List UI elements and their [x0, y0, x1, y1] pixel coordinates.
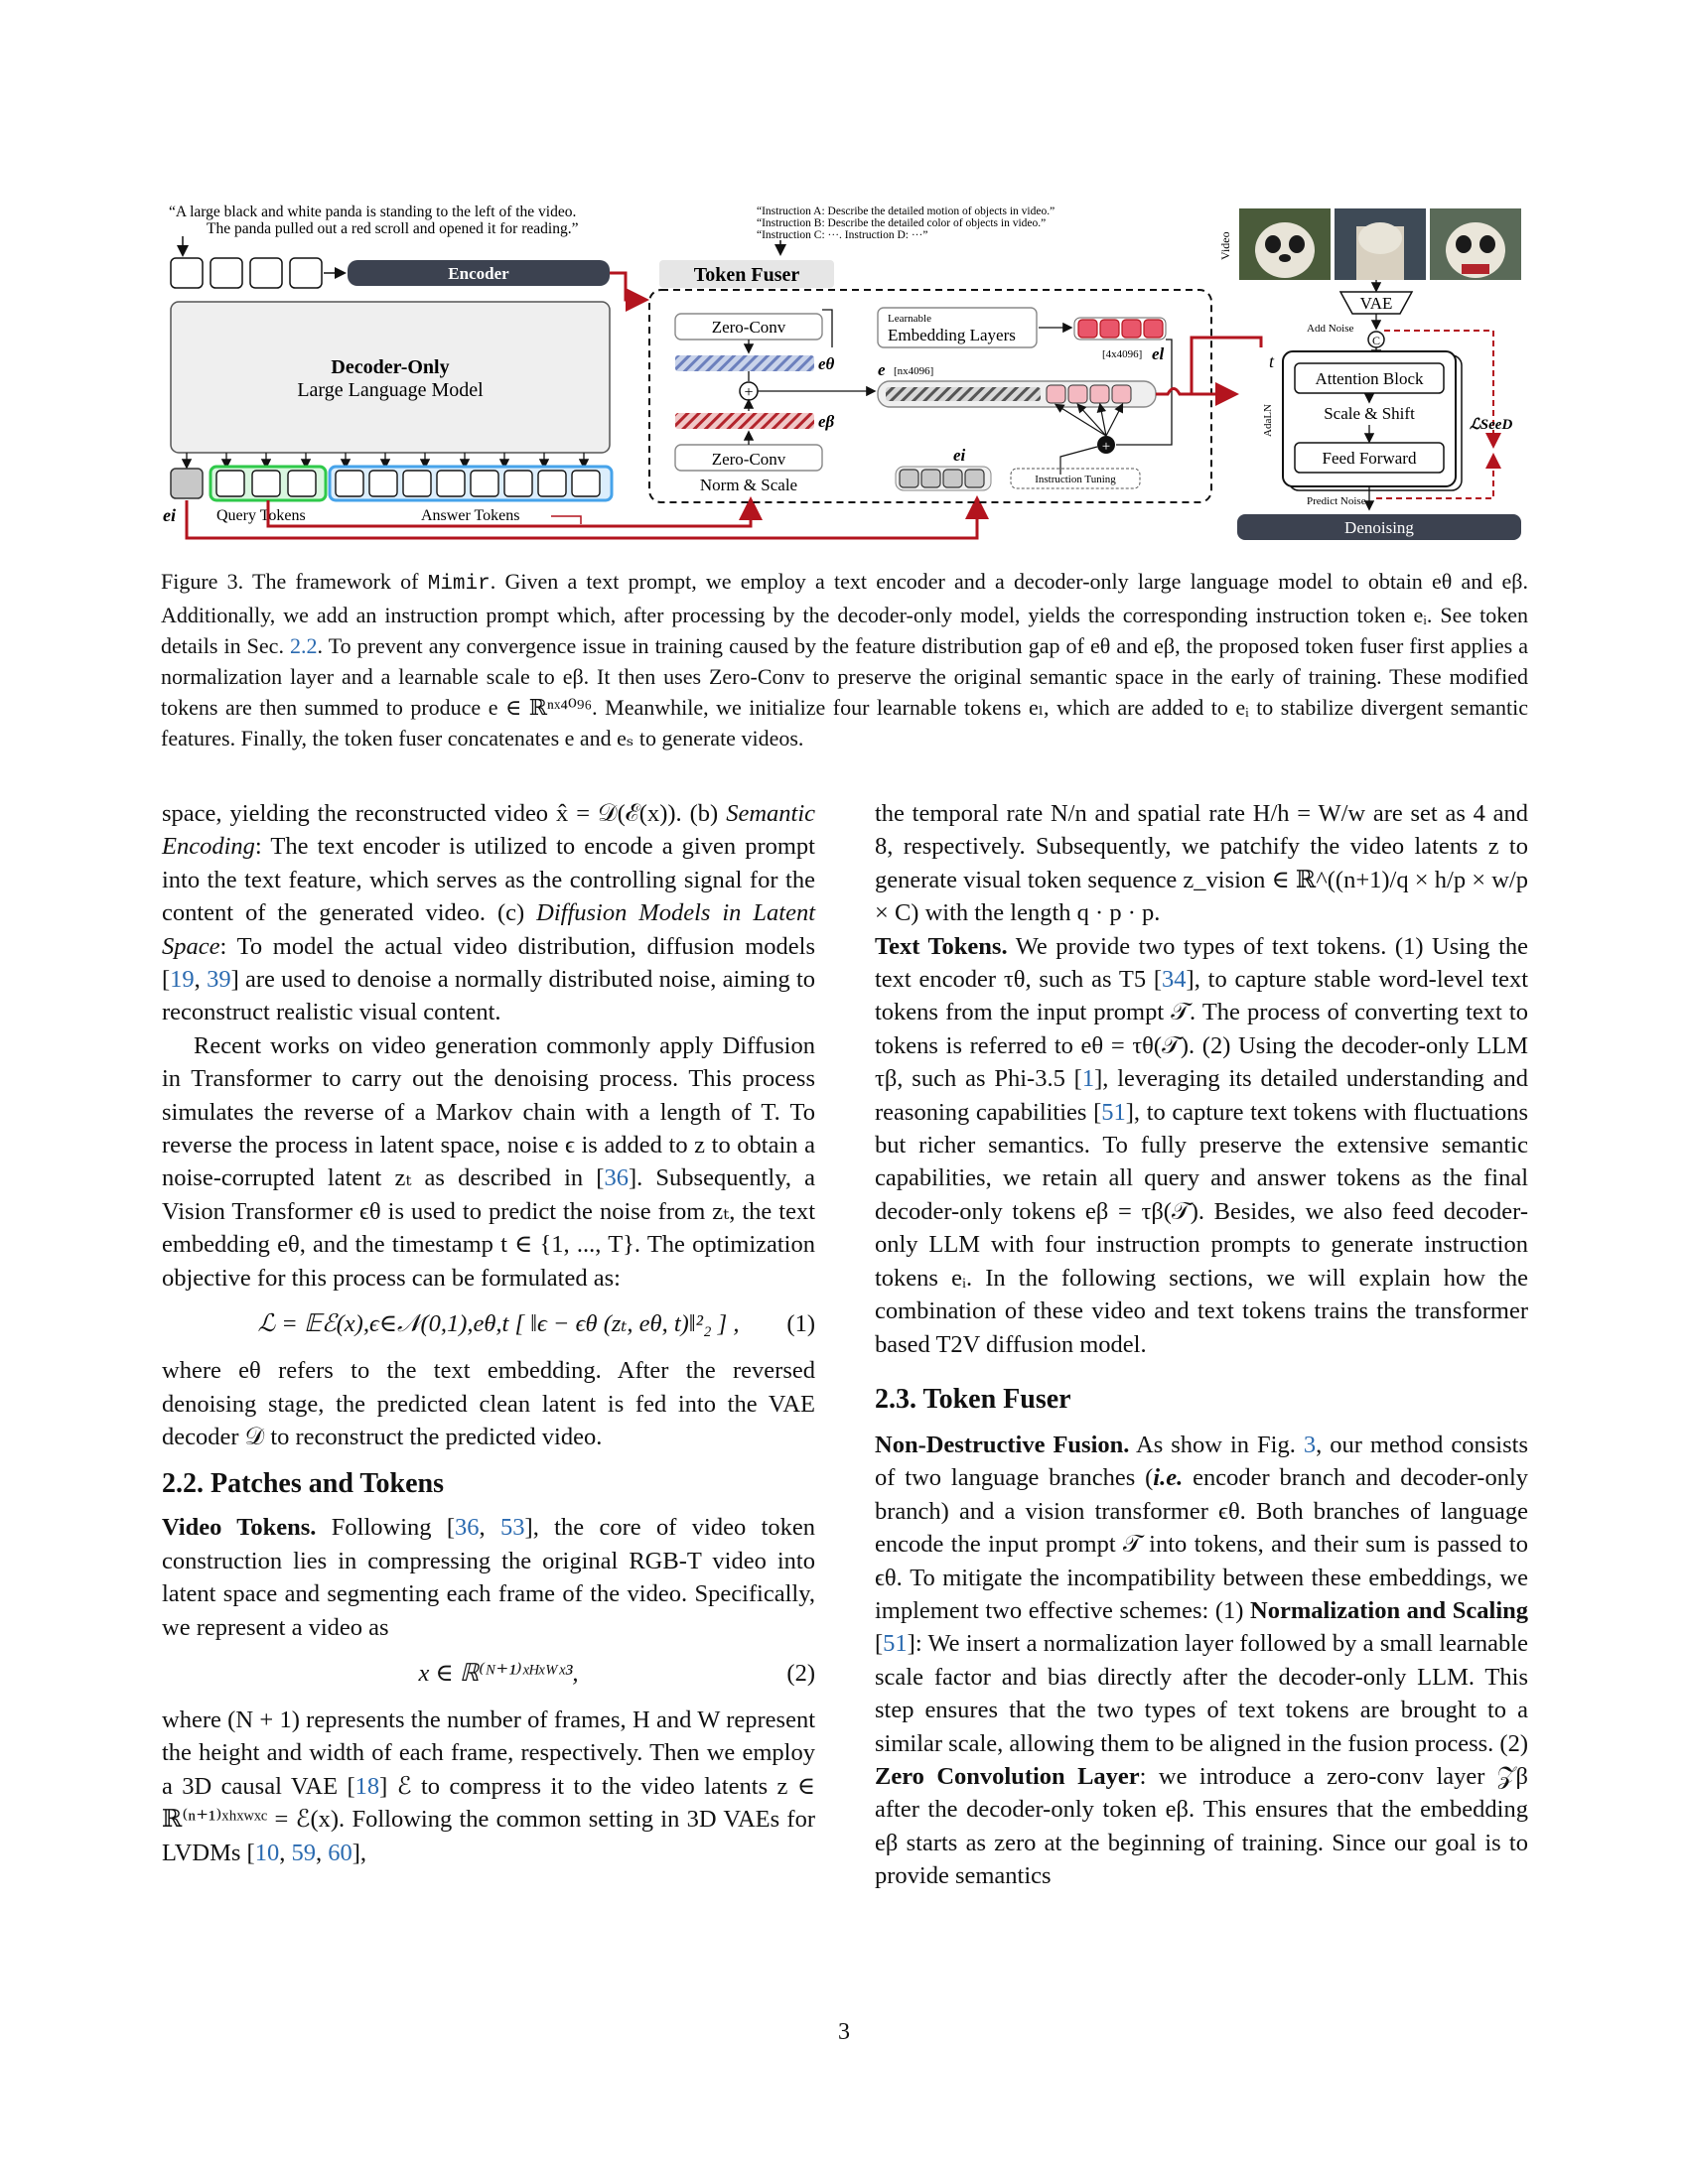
instruction-text-line-2: “Instruction B: Describe the detailed color of objects in video.” — [757, 217, 1047, 229]
left-p1-d: ] are used to denoise a normally distributed noise, aiming to reconstruct realistic visual content. — [162, 966, 816, 1026]
sum-plus: + — [744, 384, 754, 401]
instruction-text-line-3: “Instruction C: ···. Instruction D: ···” — [757, 229, 928, 241]
text-tokens-label: Text Tokens. — [875, 932, 1008, 960]
equation-1-body: ℒ = 𝔼ℰ(x),ϵ∈𝒩(0,1),eθ,t [ ‖ϵ − ϵθ (zₜ, eθ, t)‖²₂ ] , — [257, 1310, 740, 1338]
equation-2-body: x ∈ ℝ⁽ᴺ⁺¹⁾ˣᴴˣᵂˣ³, — [418, 1660, 579, 1688]
citation-51b[interactable]: 51 — [883, 1630, 908, 1658]
equation-1 — [162, 1295, 815, 1354]
zero-conv-bottom-label: Zero-Conv — [711, 450, 786, 469]
right-p3-a: As show in Fig. — [1136, 1431, 1296, 1458]
left-paragraph-4: Video Tokens. Following [36, 53], the core of video token construction lies in compressing the original RGB-T video into latent space and segmenting each frame of the video. Specifically, we represent a video as — [162, 1514, 815, 1641]
left-paragraph-1: space, yielding the reconstructed video x̂ = 𝒟(ℰ(x)). (b) Semantic Encoding: The text encoder is utilized to encode a given prompt into the text feature, which serves as the controlling signal for the content of the generated video. (c) Diffusion Models in Latent Space: To model the actual video distribution, diffusion models [19, 39] are used to denoise a normally distributed noise, aiming to reconstruct realistic visual content. — [162, 800, 816, 1026]
el-label: el — [1152, 344, 1165, 363]
e-theta-bar — [675, 355, 814, 371]
scale-shift-label: Scale & Shift — [1324, 404, 1415, 423]
right-column — [875, 797, 1528, 1893]
output-tokens — [171, 467, 612, 500]
video-tokens-label: Video Tokens. — [162, 1514, 317, 1542]
ei-tokens — [896, 467, 991, 490]
citation-39[interactable]: 39 — [207, 966, 231, 994]
left-p5-a: where (N + 1) represents the number of frames, H and W represent the height and width of each frame, respectively. Then we employ a 3D causal VAE [ — [162, 1706, 815, 1800]
right-p2-b: ], to capture stable word-level text tokens from the input prompt 𝒯. The process of converting text to tokens is referred to eθ = τθ(𝒯). (2) Using the decoder-only LLM τβ, such as Phi-3.5 [ — [875, 966, 1528, 1093]
right-p3-d: [ — [875, 1630, 884, 1658]
video-label: Video — [1218, 231, 1232, 260]
instruction-text-line-1: “Instruction A: Describe the detailed motion of objects in video.” — [757, 205, 1055, 217]
dim-4x4096: [4x4096] — [1102, 348, 1143, 360]
citation-59[interactable]: 59 — [291, 1839, 316, 1866]
normalization-scaling-term: Normalization and Scaling — [1250, 1596, 1528, 1624]
zero-conv-top-label: Zero-Conv — [711, 318, 786, 337]
citation-51[interactable]: 51 — [1101, 1098, 1126, 1126]
combine-plus: + — [1101, 439, 1111, 455]
left-p5-c: ], — [352, 1839, 367, 1866]
right-p3-b: , our method consists of two language branches ( — [875, 1431, 1528, 1492]
ei-bottom-label: ei — [163, 505, 176, 525]
citation-19[interactable]: 19 — [170, 966, 195, 994]
citation-10[interactable]: 10 — [254, 1839, 280, 1866]
right-p3-c: encoder branch and decoder-only branch) and a vision transformer ϵθ. Both branches of language encode the input prompt 𝒯 into tokens, and their sum is passed to ϵθ. To mitigate the incompatibility between these embeddings, we implement two effective schemes: (1) — [875, 1464, 1529, 1624]
instruction-tuning-label: Instruction Tuning — [1035, 474, 1116, 485]
caption-label: Figure 3. — [161, 569, 244, 594]
citation-36b[interactable]: 36 — [455, 1514, 480, 1542]
left-paragraph-5: where (N + 1) represents the number of frames, H and W represent the height and width of each frame, respectively. Then we employ a 3D causal VAE [18] ℰ to compress it to the video latents z ∈ ℝ⁽ⁿ⁺¹⁾ˣʰˣʷˣᶜ = ℰ(x). Following the common setting in 3D VAEs for LVDMs [10, 59, 60], — [162, 1706, 815, 1866]
section-2-3-heading: 2.3. Token Fuser — [875, 1383, 1071, 1415]
e-beta-bar — [675, 413, 814, 429]
equation-1-number: (1) — [786, 1310, 815, 1338]
add-noise-label: Add Noise — [1307, 323, 1354, 335]
input-tokens — [171, 258, 322, 288]
embedding-layers-label: Embedding Layers — [888, 326, 1016, 344]
predict-noise-label: Predict Noise — [1307, 495, 1366, 507]
decoder-subtitle: Large Language Model — [297, 379, 484, 401]
token-fuser-label: Token Fuser — [693, 264, 800, 286]
citation-60[interactable]: 60 — [328, 1839, 352, 1866]
right-p3-f: : we introduce a zero-conv layer 𝒵β after the decoder-only token eβ. This ensures that the embedding eβ starts as zero at the beginning of training. Since our goal is to provide semantics — [875, 1762, 1528, 1890]
right-paragraph-3 — [875, 1429, 1528, 1893]
citation-53[interactable]: 53 — [500, 1514, 525, 1542]
caption-sec-ref[interactable]: 2.2 — [290, 633, 318, 658]
caption-text-1: The framework of — [252, 569, 419, 594]
section-2-2-heading: 2.2. Patches and Tokens — [162, 1468, 444, 1500]
e-label: e — [878, 360, 886, 379]
left-p2-b: ]. Subsequently, a Vision Transformer ϵθ is used to predict the noise from zₜ, the text embedding eθ, and the timestamp t ∈ {1, ..., T}. The optimization objective for this process can be formulated as: — [162, 1164, 815, 1292]
right-p2-c: ], leveraging its detailed understanding and reasoning capabilities [ — [875, 1065, 1528, 1126]
diffusion-latent-term: Diffusion Models in Latent Space — [162, 899, 815, 960]
right-p3-e: ]: We insert a normalization layer followed by a small learnable scale factor and bias directly after the decoder-only LLM. This step ensures that the two types of text tokens are brought to a similar scale, allowing them to be aligned in the fusion process. (2) — [875, 1630, 1528, 1757]
t-label: t — [1269, 351, 1275, 371]
left-paragraph-3: where eθ refers to the text embedding. After the reversed denoising stage, the predicted clean latent is fed into the VAE decoder 𝒟 to reconstruct the predicted video. — [162, 1357, 815, 1450]
non-destructive-fusion-label: Non-Destructive Fusion. — [875, 1431, 1130, 1458]
caption-text-2: . Given a text prompt, we employ a text encoder and a decoder-only large language model to obtain eθ and eβ. Additionally, we add an instruction prompt which, after processing by the decoder-only model, yields the corresponding instruction token eᵢ. See token details in Sec. — [161, 569, 1528, 658]
query-tokens-label: Query Tokens — [216, 507, 306, 524]
right-paragraph-1: the temporal rate N/n and spatial rate H/h = W/w are set as 4 and 8, respectively. Subsequently, we patchify the video latents z to generate visual token sequence z_vision ∈ ℝ^((n+1)/q × h/p × w/p × C) with the length q · p · p. — [875, 800, 1528, 927]
left-p2-a: Recent works on video generation commonly apply Diffusion in Transformer to carry out the denoising process. This process simulates the reverse of a Markov chain with a length of T. To reverse the process in latent space, noise ϵ is added to z to obtain a noise-corrupted latent zₜ as described in [ — [162, 1031, 815, 1192]
left-paragraph-2 — [162, 1029, 815, 1295]
e-theta-label: eθ — [818, 354, 835, 373]
left-p5-b: ] ℰ to compress it to the video latents z ∈ ℝ⁽ⁿ⁺¹⁾ˣʰˣʷˣᶜ = ℰ(x). Following the common setting in 3D VAEs for LVDMs [ — [162, 1772, 815, 1866]
el-tokens — [1074, 318, 1166, 340]
ie-abbrev: i.e. — [1153, 1464, 1184, 1492]
left-p4-b: ], the core of video token construction lies in compressing the original RGB-T video into latent space and segmenting each frame of the video. Specifically, we represent a video as — [162, 1514, 815, 1641]
figure-3-ref[interactable]: 3 — [1303, 1431, 1317, 1458]
caption-mimir: Mimir — [427, 573, 491, 596]
right-paragraph-2 — [875, 930, 1528, 1361]
adaln-label: AdaLN — [1262, 404, 1274, 437]
left-column — [162, 797, 815, 1869]
citation-36[interactable]: 36 — [604, 1164, 629, 1192]
e-gray-bar — [886, 387, 1041, 401]
framework-figure — [159, 199, 1529, 556]
citation-34[interactable]: 34 — [1162, 966, 1187, 994]
right-p2-a: We provide two types of text tokens. (1) Using the text encoder τθ, such as T5 [ — [875, 932, 1529, 994]
left-p4-a: Following [ — [331, 1514, 456, 1542]
right-p2-d: ], to capture text tokens with fluctuations but richer semantics. To fully preserve the extensive semantic capabilities, we retain all query and answer tokens as the final decoder-only tokens eβ = τβ(𝒯). Besides, we also feed decoder-only LLM with four instruction prompts to generate instruction tokens eᵢ. In the following sections, we will explain how the combination of these video and text tokens trains the transformer based T2V diffusion model. — [875, 1098, 1528, 1358]
left-p1-c: : To model the actual video distribution, diffusion models [ — [162, 932, 815, 994]
vae-label: VAE — [1359, 294, 1393, 313]
feed-forward-label: Feed Forward — [1322, 449, 1417, 468]
concat-c: C — [1371, 334, 1381, 347]
e-beta-label: eβ — [818, 412, 835, 431]
encoder-label: Encoder — [448, 264, 509, 283]
equation-2-number: (2) — [786, 1660, 815, 1688]
left-p1-a: space, yielding the reconstructed video x̂ = 𝒟(ℰ(x)). (b) — [162, 800, 719, 827]
decoder-title: Decoder-Only — [331, 356, 450, 378]
ei-fuser-label: ei — [953, 446, 966, 465]
equation-2 — [162, 1644, 815, 1704]
attention-block-label: Attention Block — [1315, 369, 1424, 388]
caption-text-3: . To prevent any convergence issue in training caused by the feature distribution gap of eθ and eβ, the proposed token fuser first applies a normalization layer and a learnable scale to eβ. It then uses Zero-Conv to preserve the original semantic space in the early of training. These modified tokens are then summed to produce e ∈ ℝⁿˣ⁴⁰⁹⁶. Meanwhile, we initialize four learnable tokens eₗ, which are added to eᵢ to stabilize divergent semantic features. Finally, the token fuser concatenates e and eₛ to generate videos. — [161, 633, 1529, 751]
video-frames — [1239, 208, 1521, 280]
figure-caption — [161, 566, 1528, 753]
page-number: 3 — [838, 2019, 850, 2045]
answer-tokens-label: Answer Tokens — [421, 507, 520, 524]
prompt-text-line-2: The panda pulled out a red scroll and opened it for reading.” — [207, 220, 579, 237]
norm-scale-label: Norm & Scale — [699, 476, 798, 494]
loss-label: ℒSeeD — [1470, 417, 1513, 433]
prompt-text-line-1: “A large black and white panda is standing to the left of the video. — [169, 204, 577, 220]
denoising-label: Denoising — [1344, 518, 1414, 537]
learnable-label: Learnable — [888, 313, 931, 325]
citation-18[interactable]: 18 — [354, 1772, 380, 1800]
zero-conv-layer-term: Zero Convolution Layer — [875, 1762, 1140, 1790]
semantic-encoding-term: Semantic Encoding — [162, 800, 816, 861]
left-p1-b: : The text encoder is utilized to encode a given prompt into the text feature, which serves as the controlling signal for the content of the generated video. (c) — [162, 833, 815, 927]
citation-1[interactable]: 1 — [1081, 1065, 1095, 1093]
dim-nx4096: [nx4096] — [894, 365, 934, 377]
